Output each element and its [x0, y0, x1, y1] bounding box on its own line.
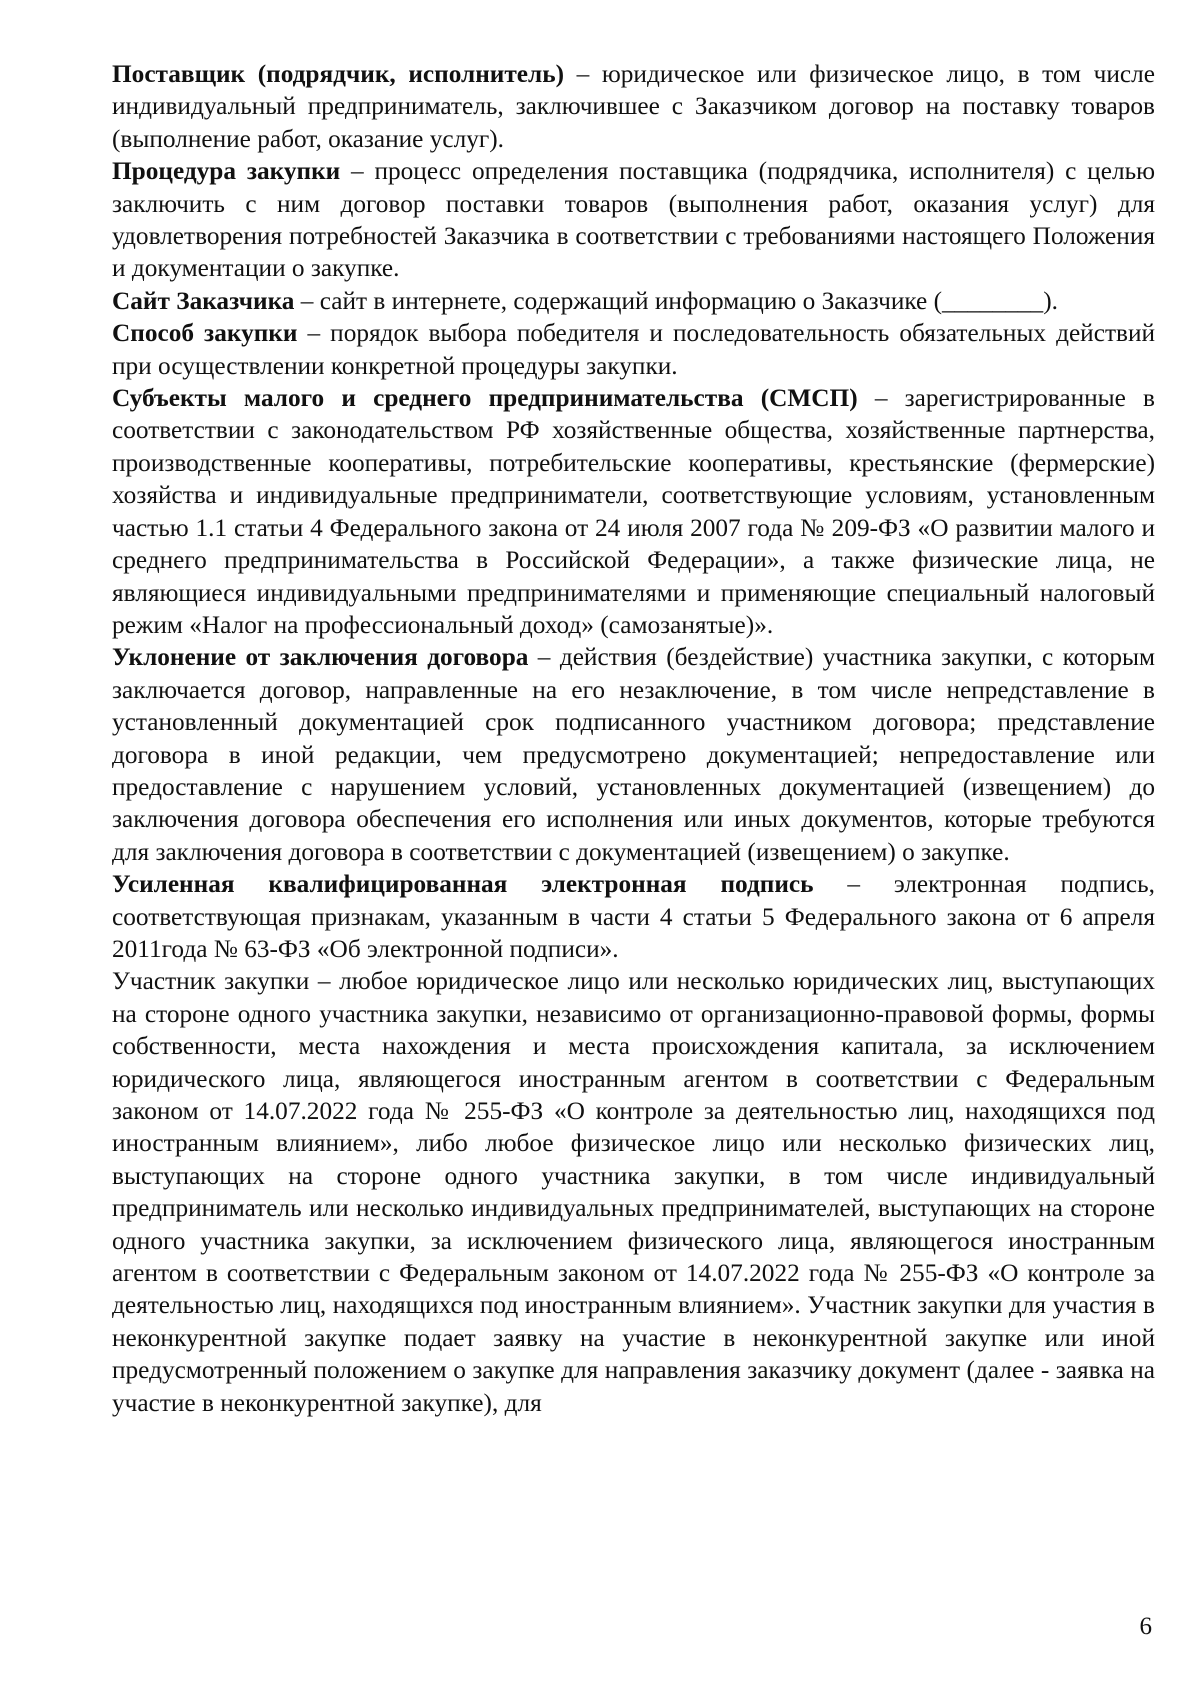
definition-text: порядок выбора победителя и последовательность обязательных действий при осуществлении конкретной процедуры закупки. — [112, 319, 1156, 380]
definition-text: процесс определения поставщика (подрядчика, исполнителя) с целью заключить с ним договор поставки товаров (выполнения работ, оказания услуг) для удовлетворения потребностей Заказчика в соответствии с требованиями настоящего Положения и документации о закупке. — [112, 157, 1155, 283]
term-contract-evasion: Уклонение от заключения договора — [112, 643, 529, 672]
term-procurement-method: Способ закупки — [112, 319, 298, 348]
separator: – — [340, 157, 375, 186]
separator: – — [564, 60, 602, 88]
definition-text: зарегистрированные в соответствии с законодательством РФ хозяйственные общества, хозяйственные партнерства, производственные кооперативы, потребительские кооперативы, крестьянские (фермерские) хозяйства и индивидуальные предприниматели, соответствующие условиям, установленным частью 1.1 статьи 4 Федерального закона от 24 июля 2007 года № 209-ФЗ «О развитии малого и среднего предпринимательства в Российской Федерации», а также физические лица, не являющиеся индивидуальными предпринимателями и применяющие специальный налоговый режим «Налог на профессиональный доход» (самозанятые)». — [112, 384, 1156, 639]
definition-procurement-method — [112, 317, 1155, 382]
definition-customer-site — [112, 285, 1155, 317]
separator: – — [297, 319, 331, 348]
page-number: 6 — [1139, 1613, 1152, 1640]
definition-text: сайт в интернете, содержащий информацию о Заказчике (________). — [319, 286, 1058, 315]
separator: – — [528, 643, 560, 672]
definition-qualified-signature — [112, 868, 1155, 965]
term-procurement-procedure: Процедура закупки — [112, 157, 341, 186]
definition-text: Участник закупки – любое юридическое лицо или несколько юридических лиц, выступающих на стороне одного участника закупки, независимо от организационно-правовой формы, формы собственности, места нахождения и места происхождения капитала, за исключением юридического лица, являющегося иностранным агентом в соответствии с Федеральным законом от 14.07.2022 года № 255-ФЗ «О контроле за деятельностью лиц, находящихся под иностранным влиянием», либо любое физическое лицо или несколько физических лиц, выступающих на стороне одного участника закупки, в том числе индивидуальный предприниматель или несколько индивидуальных предпринимателей, выступающих на стороне одного участника закупки, за исключением физического лица, являющегося иностранным агентом в соответствии с Федеральным законом от 14.07.2022 года № 255-ФЗ «О контроле за деятельностью лиц, находящихся под иностранным влиянием». Участник закупки для участия в неконкурентной закупке подает заявку на участие в неконкурентной закупке или иной предусмотренный положением о закупке для направления заказчику документ (далее - заявка на участие в неконкурентной закупке), для — [112, 967, 1155, 1417]
definition-smsp — [112, 382, 1155, 641]
term-qualified-signature: Усиленная квалифицированная электронная подпись — [112, 870, 814, 899]
document-page — [112, 58, 1155, 1419]
term-smsp: Субъекты малого и среднего предпринимательства (СМСП) — [112, 384, 858, 413]
separator: – — [857, 384, 905, 413]
definition-supplier — [112, 58, 1155, 155]
term-supplier: Поставщик (подрядчик, исполнитель) — [112, 60, 565, 88]
definition-procurement-participant — [112, 965, 1155, 1419]
separator: – — [294, 286, 320, 315]
definition-text: электронная подпись, соответствующая признакам, указанным в части 4 статьи 5 Федерального закона от 6 апреля 2011года № 63-ФЗ «Об электронной подписи». — [112, 870, 1155, 963]
separator: – — [813, 870, 894, 899]
term-customer-site: Сайт Заказчика — [112, 286, 295, 315]
definition-contract-evasion — [112, 641, 1155, 868]
definition-text: действия (бездействие) участника закупки, с которым заключается договор, направленные на его незаключение, в том числе непредставление в установленный документацией срок подписанного участником договора; представление договора в иной редакции, чем предусмотрено документацией; непредоставление или предоставление с нарушением условий, установленных документацией (извещением) до заключения договора обеспечения его исполнения или иных документов, которые требуются для заключения договора в соответствии с документацией (извещением) о закупке. — [112, 643, 1155, 866]
definition-procurement-procedure — [112, 155, 1155, 285]
definition-text: юридическое или физическое лицо, в том числе индивидуальный предприниматель, заключившее с Заказчиком договор на поставку товаров (выполнение работ, оказание услуг). — [112, 60, 1156, 153]
